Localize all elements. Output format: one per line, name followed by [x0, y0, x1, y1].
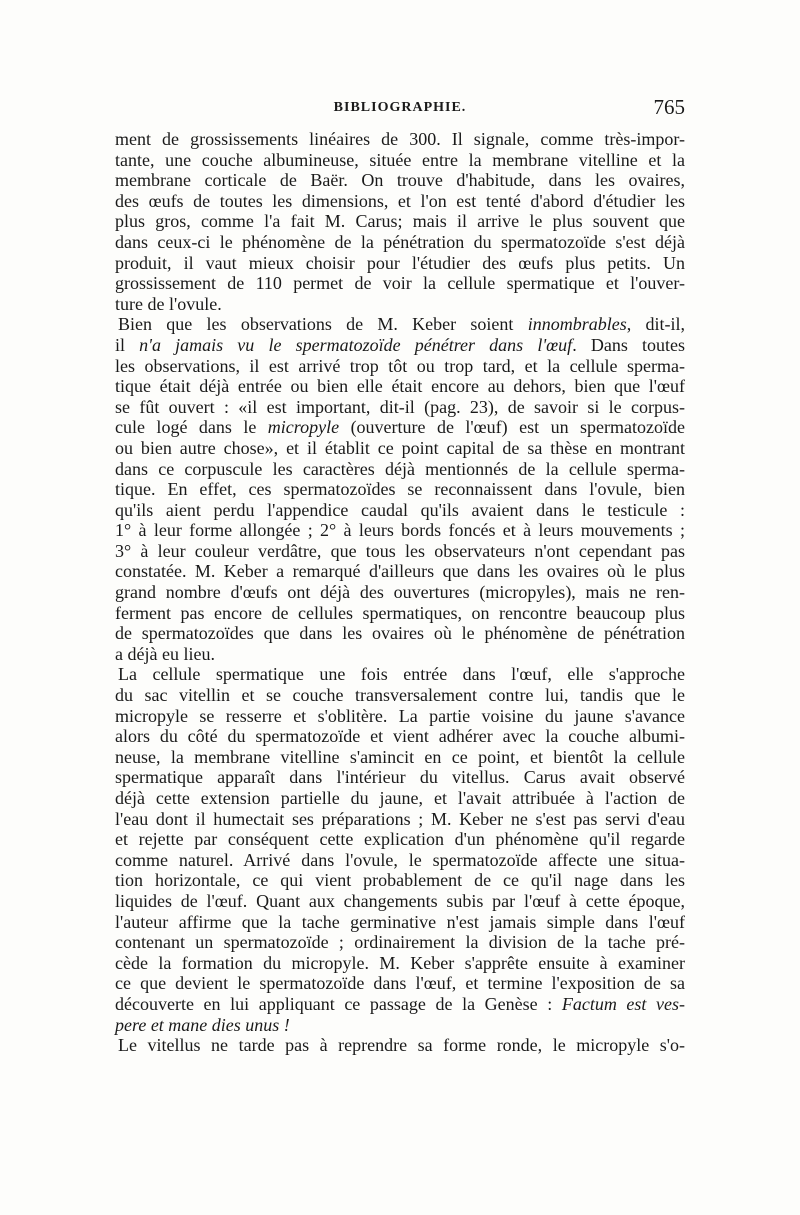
text-line: plus gros, comme l'a fait M. Carus; mais il arrive le plus souvent que — [115, 211, 685, 232]
text-line: 3° à leur couleur verdâtre, que tous les observateurs n'ont cependant pas — [115, 540, 685, 561]
text-line: Bien que les observations de M. Keber soient innombrables, dit-il, — [118, 314, 686, 335]
text-line: il n'a jamais vu le spermatozoïde pénétrer dans l'œuf. Dans toutes — [115, 334, 685, 355]
text-line: liquides de l'œuf. Quant aux changements subis par l'œuf à cette époque, — [115, 890, 685, 911]
text-line: membrane corticale de Baër. On trouve d'habitude, dans les ovaires, — [115, 170, 685, 191]
text-line: tante, une couche albumineuse, située entre la membrane vitelline et la — [115, 149, 685, 170]
text-line: a déjà eu lieu. — [115, 643, 215, 664]
text-line: alors du côté du spermatozoïde et vient adhérer avec la couche albumi- — [115, 726, 685, 747]
text-line: se fût ouvert : «il est important, dit-il (pag. 23), de savoir si le corpus- — [115, 396, 685, 417]
text-line: l'auteur affirme que la tache germinative n'est jamais simple dans l'œuf — [115, 911, 685, 932]
text-line: ment de grossissements linéaires de 300. Il signale, comme très-impor- — [115, 129, 685, 149]
running-title: BIBLIOGRAPHIE. — [333, 100, 467, 115]
text-line: constatée. M. Keber a remarqué d'ailleurs que dans les ovaires où le plus — [115, 561, 685, 582]
text-line: micropyle se resserre et s'oblitère. La partie voisine du jaune s'avance — [115, 705, 685, 726]
italic-phrase: pere et mane dies unus ! — [115, 1014, 290, 1035]
text-line: ferment pas encore de cellules spermatiques, on rencontre beaucoup plus — [115, 602, 685, 623]
text-line: spermatique apparaît dans l'intérieur du vitellus. Carus avait observé — [115, 767, 685, 788]
text-line: ture de l'ovule. — [115, 293, 222, 314]
text-line: produit, il vaut mieux choisir pour l'étudier des œufs plus petits. Un — [115, 252, 685, 273]
text-line: ou bien autre chose», et il établit ce point capital de sa thèse en montrant — [115, 437, 685, 458]
text-line: grossissement de 110 permet de voir la cellule spermatique et l'ouver- — [115, 273, 685, 294]
body-text — [115, 129, 685, 1056]
text-line: découverte en lui appliquant ce passage de la Genèse : Factum est ves- — [115, 993, 685, 1014]
italic-phrase: innombrables — [527, 314, 627, 335]
text-line: comme naturel. Arrivé dans l'ovule, le spermatozoïde affecte une situa- — [115, 849, 685, 870]
text-line: neuse, la membrane vitelline s'amincit en ce point, et bientôt la cellule — [115, 746, 685, 767]
page-number: 765 — [653, 95, 685, 119]
text-line: contenant un spermatozoïde ; ordinairement la division de la tache pré- — [115, 932, 685, 953]
text-line: l'eau dont il humectait ses préparations ; M. Keber ne s'est pas servi d'eau — [115, 808, 685, 829]
text-line: 1° à leur forme allongée ; 2° à leurs bords foncés et à leurs mouvements ; — [115, 520, 685, 541]
text-line: et rejette par conséquent cette explication d'un phénomène qu'il regarde — [115, 829, 685, 850]
text-line: ce que devient le spermatozoïde dans l'œuf, et termine l'exposition de sa — [115, 973, 685, 994]
text-line: dans ce corpuscule les caractères déjà mentionnés de la cellule sperma- — [115, 458, 685, 479]
running-head — [115, 95, 685, 124]
italic-phrase: Factum est ves- — [561, 993, 685, 1014]
text-line: cède la formation du micropyle. M. Keber s'apprête ensuite à examiner — [115, 952, 685, 973]
text-line: tique était déjà entrée ou bien elle était encore au dehors, bien que l'œuf — [115, 376, 685, 397]
text-line: des œufs de toutes les dimensions, et l'on est tenté d'abord d'étudier les — [115, 190, 685, 211]
text-line: de spermatozoïdes que dans les ovaires où le phénomène de pénétration — [115, 623, 685, 644]
text-line: tique. En effet, ces spermatozoïdes se reconnaissent dans l'ovule, bien — [115, 479, 685, 500]
text-line: qu'ils aient perdu l'appendice caudal qu'ils avaient dans le testicule : — [115, 499, 685, 520]
text-line: La cellule spermatique une fois entrée dans l'œuf, elle s'approche — [118, 664, 685, 685]
text-line: du sac vitellin et se couche transversalement contre lui, tandis que le — [115, 685, 685, 706]
text-line: grand nombre d'œufs ont déjà des ouvertures (micropyles), mais ne ren- — [115, 582, 685, 603]
italic-phrase: n'a jamais vu le spermatozoïde pénétrer dans l'œuf — [139, 334, 573, 355]
text-line: tion horizontale, ce qui vient probablement de ce qu'il nage dans les — [115, 870, 685, 891]
text-line — [115, 1015, 685, 1036]
text-line: déjà cette extension partielle du jaune, et l'avait attribuée à l'action de — [115, 788, 685, 808]
text-line: Le vitellus ne tarde pas à reprendre sa forme ronde, le micropyle s'o- — [118, 1035, 685, 1056]
italic-phrase: micropyle — [267, 417, 340, 438]
text-line: cule logé dans le micropyle (ouverture de l'œuf) est un spermatozoïde — [115, 417, 685, 438]
text-line: les observations, il est arrivé trop tôt ou trop tard, et la cellule sperma- — [115, 355, 685, 376]
text-line: dans ceux-ci le phénomène de la pénétration du spermatozoïde s'est déjà — [115, 231, 685, 252]
